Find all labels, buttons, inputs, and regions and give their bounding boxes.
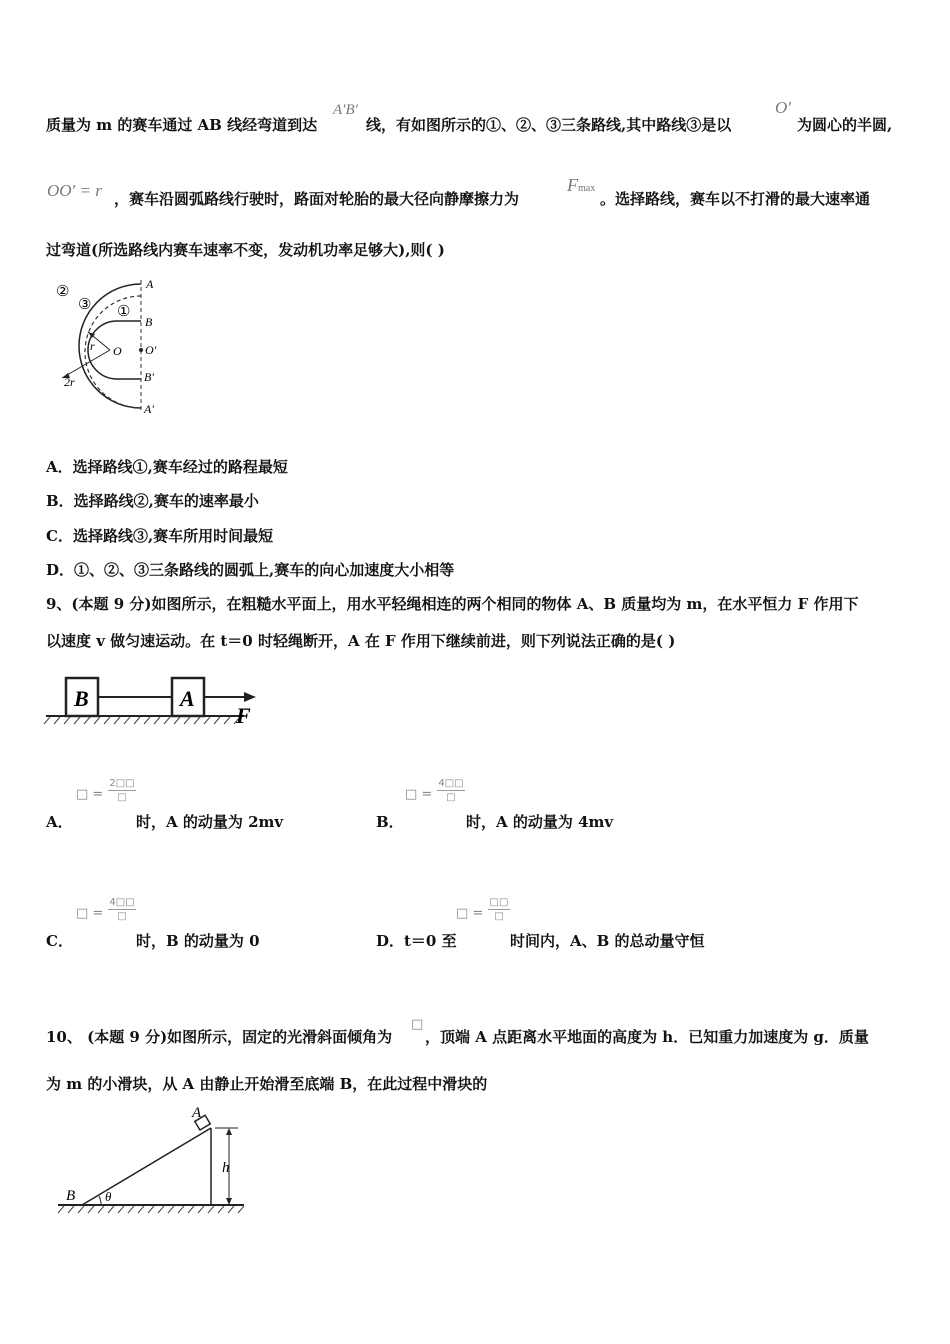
q10-line1-theta-placeholder: □ <box>411 1017 424 1032</box>
q8-label-route2: ② <box>56 284 70 300</box>
q10-label-B: B <box>66 1188 76 1204</box>
q10-label-A: A <box>192 1105 202 1121</box>
q8-option-c: C．选择路线③,赛车所用时间最短 <box>46 527 274 545</box>
q8-label-route3: ③ <box>78 297 92 313</box>
q8-option-b: B．选择路线②,赛车的速率最小 <box>46 492 259 510</box>
q10-line2: 为 m 的小滑块，从 A 由静止开始滑至底端 B，在此过程中滑块的 <box>46 1075 488 1093</box>
q9-option-d-fraction: □□ □ <box>489 897 509 922</box>
q8-option-a: A．选择路线①,赛车经过的路程最短 <box>46 458 288 476</box>
q8-line1-ab-prime: A′B′ <box>333 102 358 118</box>
q9-force-arrow <box>244 692 256 702</box>
q9-option-c-lhs: □ = <box>76 906 104 921</box>
q9-blocks-figure <box>44 660 264 730</box>
q9-label-F: F <box>236 703 251 728</box>
q9-option-b-lhs: □ = <box>405 787 433 802</box>
q10-incline-figure <box>56 1100 256 1220</box>
q9-option-c-text: 时，B 的动量为 0 <box>136 932 260 950</box>
q9-option-b-fraction: 4□□ □ <box>438 778 464 803</box>
q9-option-d-letter: D． <box>376 932 405 950</box>
q10-label-h: h <box>222 1160 230 1176</box>
q8-line1-o-prime: O′ <box>775 98 791 117</box>
q9-option-b-letter: B． <box>376 813 404 831</box>
q8-option-d: D．①、②、③三条路线的圆弧上,赛车的向心加速度大小相等 <box>46 561 455 579</box>
q8-label-O: O <box>113 344 122 358</box>
q9-option-b-text: 时，A 的动量为 4mv <box>466 813 614 831</box>
q9-option-a-letter: A． <box>46 813 73 831</box>
q8-label-2r: 2r <box>64 375 75 389</box>
q8-label-B: B <box>145 315 153 329</box>
q8-line1-c: 线，有如图所示的①、②、③三条路线,其中路线③是以 <box>366 116 732 134</box>
q9-line2: 以速度 v 做匀速运动。在 t＝0 时轻绳断开，A 在 F 作用下继续前进，则下列说法正确的是( ) <box>46 632 676 650</box>
q9-option-d-text: 时间内，A、B 的总动量守恒 <box>510 932 705 950</box>
q8-label-Ap: A′ <box>144 402 154 416</box>
q8-line2-oo-prime: OO′ = r <box>47 181 102 200</box>
q9-label-B: B <box>74 686 89 711</box>
q8-track-figure <box>40 270 180 420</box>
q9-line1: 9、(本题 9 分)如图所示，在粗糙水平面上，用水平轻绳相连的两个相同的物体 A、B 质量均为 m，在水平恒力 F 作用下 <box>46 595 859 613</box>
q9-label-A: A <box>180 686 195 711</box>
q9-option-d-pre: t＝0 至 <box>404 932 457 950</box>
q10-slope <box>82 1128 211 1205</box>
q8-label-Bp: B′ <box>144 370 154 384</box>
q9-option-d-lhs: □ = <box>456 906 484 921</box>
q8-label-Op: O′ <box>145 343 157 357</box>
q8-line2-d: 。选择路线，赛车以不打滑的最大速率通 <box>600 190 871 208</box>
q8-label-r: r <box>90 339 95 353</box>
q8-line3: 过弯道(所选路线内赛车速率不变，发动机功率足够大),则( ) <box>46 241 445 259</box>
q8-line2-b: ，赛车沿圆弧路线行驶时，路面对轮胎的最大径向静摩擦力为 <box>114 190 520 208</box>
q9-option-c-fraction: 4□□ □ <box>109 897 135 922</box>
q10-line1-a: 10、 (本题 9 分)如图所示，固定的光滑斜面倾角为 <box>46 1028 393 1046</box>
q9-option-a-lhs: □ = <box>76 787 104 802</box>
q8-line1-a: 质量为 m 的赛车通过 AB 线经弯道到达 <box>46 116 318 134</box>
q9-option-a-text: 时，A 的动量为 2mv <box>136 813 284 831</box>
q8-label-route1: ① <box>117 304 131 320</box>
q8-line2-fmax: Fmax <box>567 175 596 195</box>
q10-line1-c: ，顶端 A 点距离水平地面的高度为 h．已知重力加速度为 g．质量 <box>425 1028 869 1046</box>
q8-label-A: A <box>146 277 154 291</box>
q10-label-theta: θ <box>105 1189 112 1204</box>
q9-option-c-letter: C． <box>46 932 73 950</box>
q9-option-a-fraction: 2□□ □ <box>109 778 135 803</box>
q8-line1-e: 为圆心的半圆, <box>797 116 893 134</box>
